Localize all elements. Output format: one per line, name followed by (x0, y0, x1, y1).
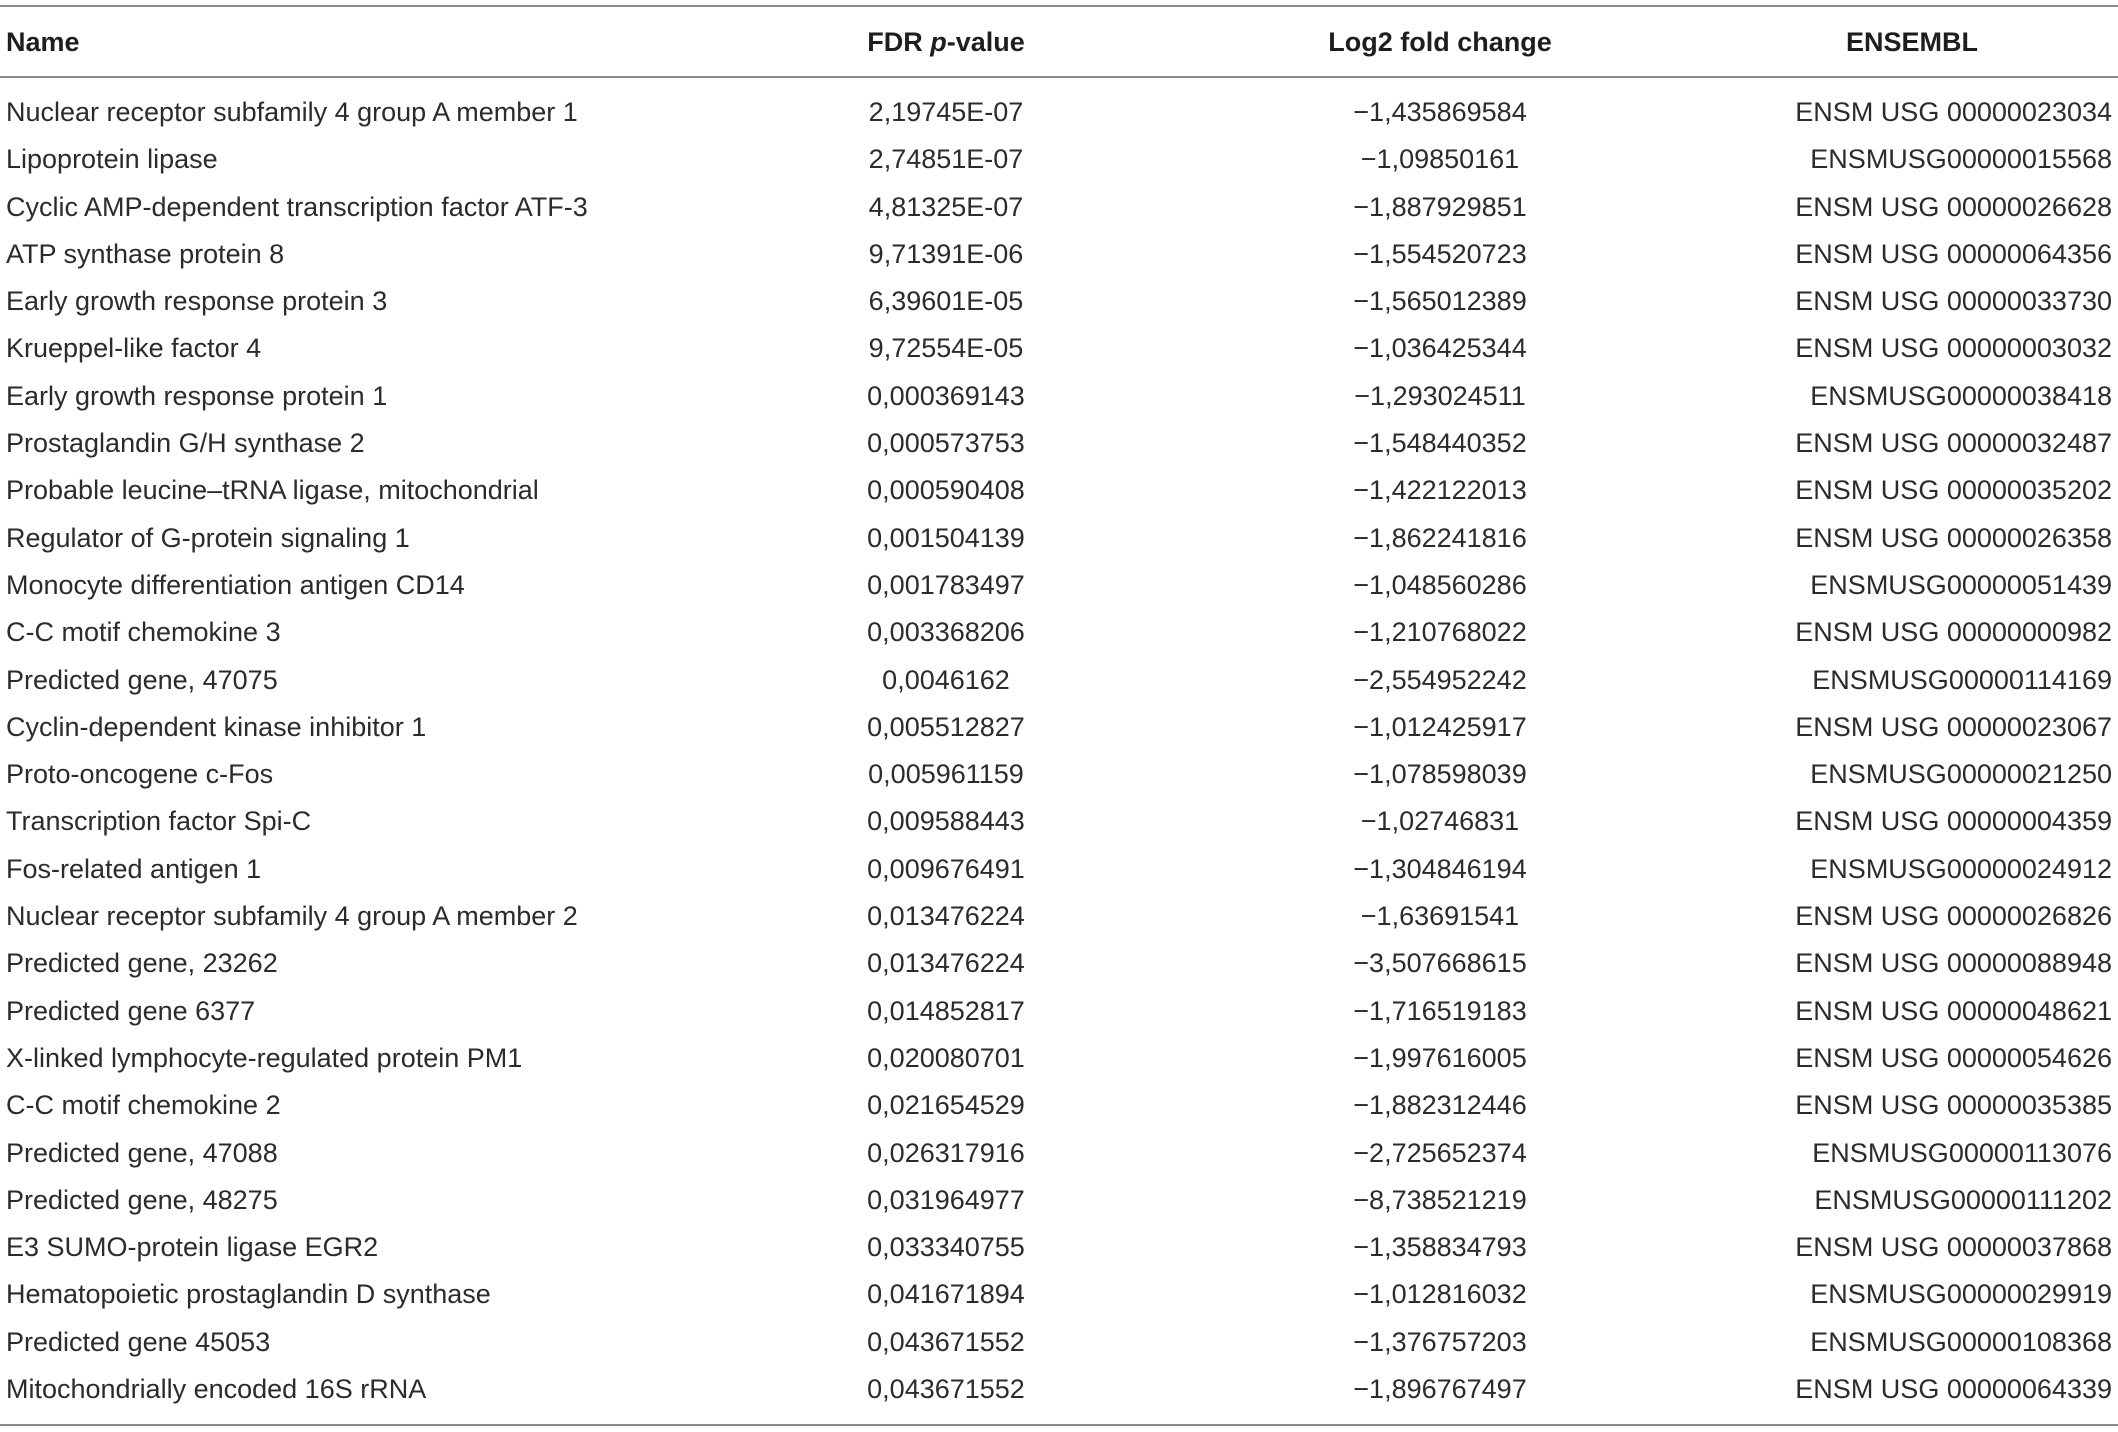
cell-fdr-pvalue: 0,003368206 (867, 617, 1025, 648)
cell-ensembl: ENSM USG 00000035385 (1795, 1090, 2112, 1121)
cell-name: Predicted gene, 23262 (6, 948, 278, 979)
cell-name: C-C motif chemokine 3 (6, 617, 281, 648)
cell-ensembl: ENSMUSG00000111202 (1814, 1184, 2112, 1215)
table-row (0, 944, 2118, 991)
cell-fdr-pvalue: 0,043671552 (867, 1374, 1025, 1405)
table-row (0, 282, 2118, 329)
cell-log2-fold-change: −1,422122013 (1353, 475, 1527, 506)
table-row (0, 661, 2118, 708)
cell-fdr-pvalue: 0,009588443 (867, 806, 1025, 837)
cell-ensembl: ENSM USG 00000037868 (1795, 1232, 2112, 1263)
cell-fdr-pvalue: 0,005512827 (867, 711, 1025, 742)
cell-log2-fold-change: −1,862241816 (1353, 522, 1527, 553)
cell-fdr-pvalue: 0,000573753 (867, 428, 1025, 459)
table-row (0, 1228, 2118, 1275)
cell-name: Probable leucine–tRNA ligase, mitochondrial (6, 475, 539, 506)
cell-ensembl: ENSM USG 00000003032 (1795, 333, 2112, 364)
cell-ensembl: ENSMUSG00000024912 (1810, 853, 2112, 884)
table-row (0, 329, 2118, 376)
table-row (0, 897, 2118, 944)
cell-log2-fold-change: −2,725652374 (1353, 1137, 1527, 1168)
table-row (0, 93, 2118, 140)
header-name: Name (6, 27, 80, 57)
cell-name: Predicted gene 45053 (6, 1326, 271, 1357)
table-row (0, 519, 2118, 566)
table-row (0, 471, 2118, 518)
cell-ensembl: ENSM USG 00000088948 (1795, 948, 2112, 979)
cell-name: Predicted gene 6377 (6, 995, 256, 1026)
table-row (0, 613, 2118, 660)
cell-ensembl: ENSM USG 00000054626 (1795, 1042, 2112, 1073)
cell-name: Predicted gene, 47075 (6, 664, 278, 695)
table-row (0, 566, 2118, 613)
cell-name: Proto-oncogene c-Fos (6, 759, 274, 790)
cell-ensembl: ENSMUSG00000051439 (1810, 569, 2112, 600)
cell-ensembl: ENSM USG 00000023067 (1795, 711, 2112, 742)
cell-name: Predicted gene, 47088 (6, 1137, 278, 1168)
cell-name: Mitochondrially encoded 16S rRNA (6, 1374, 427, 1405)
cell-name: Cyclin-dependent kinase inhibitor 1 (6, 711, 427, 742)
cell-log2-fold-change: −1,293024511 (1354, 380, 1526, 411)
cell-log2-fold-change: −1,210768022 (1353, 617, 1527, 648)
table-row (0, 1086, 2118, 1133)
cell-fdr-pvalue: 9,71391E-06 (868, 238, 1024, 269)
cell-fdr-pvalue: 0,001783497 (867, 569, 1025, 600)
cell-name: C-C motif chemokine 2 (6, 1090, 281, 1121)
cell-ensembl: ENSMUSG00000113076 (1812, 1137, 2112, 1168)
cell-ensembl: ENSM USG 00000035202 (1795, 475, 2112, 506)
table-row (0, 1134, 2118, 1181)
table-bottom-rule (0, 1424, 2118, 1426)
cell-log2-fold-change: −1,997616005 (1353, 1042, 1527, 1073)
cell-fdr-pvalue: 0,000369143 (867, 380, 1025, 411)
cell-log2-fold-change: −1,63691541 (1360, 901, 1520, 932)
cell-fdr-pvalue: 6,39601E-05 (868, 286, 1024, 317)
table-row (0, 755, 2118, 802)
table-row (0, 708, 2118, 755)
cell-fdr-pvalue: 0,043671552 (867, 1326, 1025, 1357)
cell-log2-fold-change: −1,896767497 (1353, 1374, 1527, 1405)
cell-ensembl: ENSM USG 00000000982 (1795, 617, 2112, 648)
cell-ensembl: ENSM USG 00000064339 (1795, 1374, 2112, 1405)
cell-name: Transcription factor Spi-C (6, 806, 312, 837)
cell-log2-fold-change: −3,507668615 (1353, 948, 1527, 979)
cell-ensembl: ENSM USG 00000026628 (1795, 191, 2112, 222)
cell-fdr-pvalue: 0,001504139 (867, 522, 1025, 553)
cell-ensembl: ENSMUSG00000029919 (1810, 1279, 2112, 1310)
cell-log2-fold-change: −1,554520723 (1353, 238, 1527, 269)
cell-name: Nuclear receptor subfamily 4 group A member 2 (6, 901, 578, 932)
cell-name: Fos-related antigen 1 (6, 853, 262, 884)
cell-fdr-pvalue: 0,013476224 (867, 901, 1025, 932)
table-row (0, 1323, 2118, 1370)
table-body (0, 93, 2118, 1417)
cell-fdr-pvalue: 2,74851E-07 (868, 144, 1024, 175)
table-top-rule (0, 5, 2118, 7)
cell-name: Cyclic AMP-dependent transcription factor ATF-3 (6, 191, 588, 222)
cell-ensembl: ENSM USG 00000026358 (1795, 522, 2112, 553)
table-row (0, 140, 2118, 187)
cell-fdr-pvalue: 0,009676491 (867, 853, 1025, 884)
cell-ensembl: ENSMUSG00000114169 (1812, 664, 2112, 695)
cell-name: Regulator of G-protein signaling 1 (6, 522, 410, 553)
cell-ensembl: ENSM USG 00000026826 (1795, 901, 2112, 932)
cell-fdr-pvalue: 0,014852817 (867, 995, 1025, 1026)
cell-log2-fold-change: −1,358834793 (1353, 1232, 1527, 1263)
cell-name: Early growth response protein 3 (6, 286, 388, 317)
table-row (0, 992, 2118, 1039)
cell-name: Krueppel-like factor 4 (6, 333, 262, 364)
cell-ensembl: ENSM USG 00000004359 (1795, 806, 2112, 837)
cell-fdr-pvalue: 0,013476224 (867, 948, 1025, 979)
cell-log2-fold-change: −1,012425917 (1353, 711, 1527, 742)
cell-fdr-pvalue: 0,033340755 (867, 1232, 1025, 1263)
cell-log2-fold-change: −1,036425344 (1353, 333, 1527, 364)
table-row (0, 1370, 2118, 1417)
cell-ensembl: ENSMUSG00000108368 (1810, 1326, 2112, 1357)
cell-log2-fold-change: −1,078598039 (1353, 759, 1527, 790)
table-row (0, 1181, 2118, 1228)
cell-name: Early growth response protein 1 (6, 380, 388, 411)
cell-log2-fold-change: −1,09850161 (1360, 144, 1520, 175)
cell-fdr-pvalue: 0,0046162 (882, 664, 1010, 695)
cell-fdr-pvalue: 0,031964977 (867, 1184, 1025, 1215)
table-header-row (0, 14, 2118, 70)
cell-name: Prostaglandin G/H synthase 2 (6, 428, 365, 459)
cell-ensembl: ENSMUSG00000021250 (1810, 759, 2112, 790)
cell-fdr-pvalue: 0,005961159 (868, 759, 1024, 790)
cell-fdr-pvalue: 0,021654529 (867, 1090, 1025, 1121)
cell-log2-fold-change: −1,304846194 (1353, 853, 1527, 884)
cell-fdr-pvalue: 9,72554E-05 (868, 333, 1024, 364)
table-row (0, 377, 2118, 424)
table-row (0, 1275, 2118, 1322)
table-row (0, 802, 2118, 849)
header-log2-fold-change: Log2 fold change (1328, 27, 1552, 57)
cell-ensembl: ENSM USG 00000032487 (1795, 428, 2112, 459)
cell-name: Predicted gene, 48275 (6, 1184, 278, 1215)
cell-fdr-pvalue: 4,81325E-07 (868, 191, 1024, 222)
table-row (0, 1039, 2118, 1086)
header-fdr-suffix: -value (946, 27, 1025, 57)
table-row (0, 424, 2118, 471)
cell-ensembl: ENSM USG 00000033730 (1795, 286, 2112, 317)
cell-log2-fold-change: −1,887929851 (1353, 191, 1527, 222)
header-fdr-prefix: FDR (867, 27, 931, 57)
table-row (0, 235, 2118, 282)
cell-name: Nuclear receptor subfamily 4 group A member 1 (6, 97, 578, 127)
cell-name: Monocyte differentiation antigen CD14 (6, 569, 465, 600)
cell-name: Hematopoietic prostaglandin D synthase (6, 1279, 491, 1310)
cell-log2-fold-change: −1,882312446 (1353, 1090, 1527, 1121)
cell-name: X-linked lymphocyte-regulated protein PM1 (6, 1042, 523, 1073)
cell-log2-fold-change: −1,548440352 (1353, 428, 1527, 459)
table-header-rule (0, 76, 2118, 78)
table-row (0, 850, 2118, 897)
cell-log2-fold-change: −2,554952242 (1353, 664, 1527, 695)
cell-log2-fold-change: −1,435869584 (1353, 97, 1527, 127)
cell-log2-fold-change: −1,716519183 (1353, 995, 1527, 1026)
header-fdr-pvalue (796, 14, 1096, 70)
cell-ensembl: ENSMUSG00000015568 (1810, 144, 2112, 175)
header-fdr-p: p (930, 27, 947, 57)
cell-fdr-pvalue: 0,000590408 (867, 475, 1025, 506)
cell-log2-fold-change: −1,012816032 (1353, 1279, 1527, 1310)
cell-fdr-pvalue: 0,026317916 (867, 1137, 1025, 1168)
cell-ensembl: ENSMUSG00000038418 (1810, 380, 2112, 411)
cell-ensembl: ENSM USG 00000048621 (1795, 995, 2112, 1026)
cell-log2-fold-change: −1,02746831 (1360, 806, 1520, 837)
cell-fdr-pvalue: 0,020080701 (867, 1042, 1025, 1073)
cell-log2-fold-change: −1,376757203 (1353, 1326, 1527, 1357)
cell-name: Lipoprotein lipase (6, 144, 218, 175)
cell-name: E3 SUMO-protein ligase EGR2 (6, 1232, 379, 1263)
cell-name: ATP synthase protein 8 (6, 238, 285, 269)
cell-log2-fold-change: −1,565012389 (1353, 286, 1527, 317)
cell-log2-fold-change: −8,738521219 (1353, 1184, 1527, 1215)
header-ensembl: ENSEMBL (1845, 27, 1978, 57)
cell-ensembl: ENSM USG 00000023034 (1795, 97, 2112, 127)
cell-log2-fold-change: −1,048560286 (1353, 569, 1527, 600)
cell-ensembl: ENSM USG 00000064356 (1795, 238, 2112, 269)
cell-fdr-pvalue: 2,19745E-07 (868, 97, 1024, 127)
cell-fdr-pvalue: 0,041671894 (867, 1279, 1025, 1310)
table-row (0, 188, 2118, 235)
